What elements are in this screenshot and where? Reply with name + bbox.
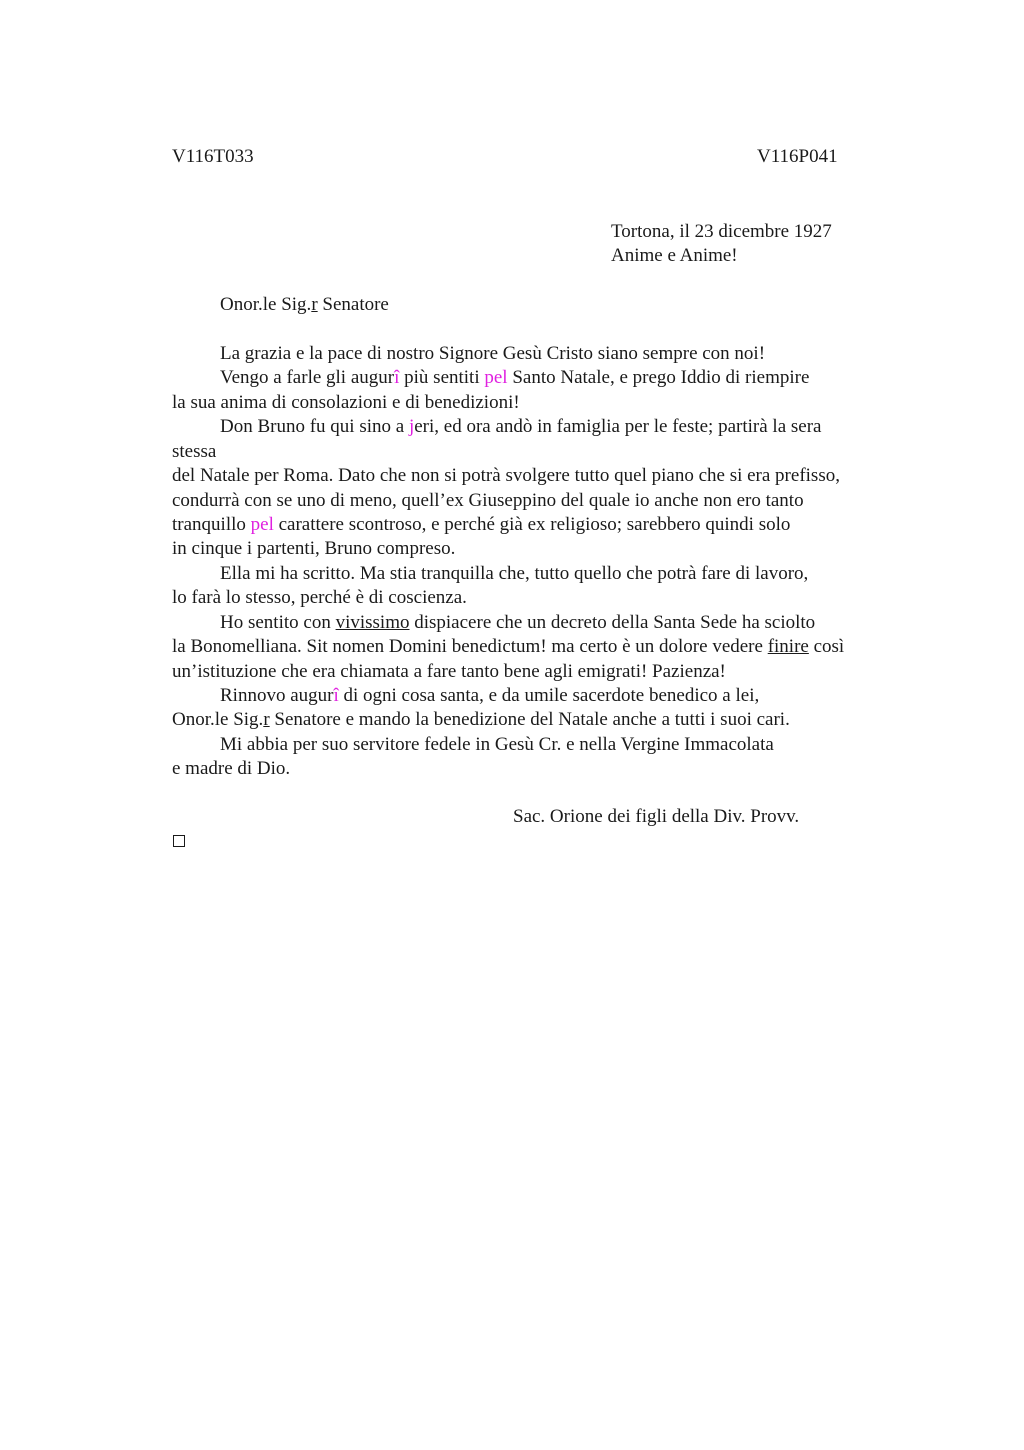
body-line: stessa bbox=[172, 441, 217, 462]
body-line: La grazia e la pace di nostro Signore Gesù Cristo siano sempre con noi! bbox=[220, 343, 766, 364]
body-line: Rinnovo augurî di ogni cosa santa, e da umile sacerdote benedico a lei, bbox=[220, 685, 760, 706]
body-line: Vengo a farle gli augurî più sentiti pel Santo Natale, e prego Iddio di riempire bbox=[220, 367, 810, 388]
body-line: Ho sentito con vivissimo dispiacere che un decreto della Santa Sede ha sciolto bbox=[220, 612, 816, 633]
body-line: Don Bruno fu qui sino a jeri, ed ora andò in famiglia per le feste; partirà la sera bbox=[220, 416, 822, 437]
body-line: un’istituzione che era chiamata a fare tanto bene agli emigrati! Pazienza! bbox=[172, 661, 726, 682]
body-line: e madre di Dio. bbox=[172, 758, 291, 779]
document-code-left: V116T033 bbox=[172, 146, 254, 167]
body-line: Mi abbia per suo servitore fedele in Gesù Cr. e nella Vergine Immacolata bbox=[220, 734, 774, 755]
place-date: Tortona, il 23 dicembre 1927 bbox=[611, 221, 832, 242]
body-line: in cinque i partenti, Bruno compreso. bbox=[172, 538, 456, 559]
document-code-right: V116P041 bbox=[757, 146, 838, 167]
body-line: Onor.le Sig.r Senatore e mando la benedizione del Natale anche a tutti i suoi cari. bbox=[172, 709, 790, 730]
body-line: tranquillo pel carattere scontroso, e perché già ex religioso; sarebbero quindi solo bbox=[172, 514, 791, 535]
signature: Sac. Orione dei figli della Div. Provv. bbox=[513, 806, 800, 827]
salutation: Onor.le Sig.r Senatore bbox=[220, 294, 389, 315]
motto: Anime e Anime! bbox=[611, 245, 738, 266]
body-line: del Natale per Roma. Dato che non si potrà svolgere tutto quel piano che si era prefisso, bbox=[172, 465, 840, 486]
body-line: la Bonomelliana. Sit nomen Domini benedictum! ma certo è un dolore vedere finire così bbox=[172, 636, 845, 657]
body-line: Ella mi ha scritto. Ma stia tranquilla che, tutto quello che potrà fare di lavoro, bbox=[220, 563, 809, 584]
body-line: lo farà lo stesso, perché è di coscienza. bbox=[172, 587, 467, 608]
end-marker-box-icon bbox=[173, 835, 185, 847]
body-line: la sua anima di consolazioni e di benedizioni! bbox=[172, 392, 520, 413]
body-line: condurrà con se uno di meno, quell’ex Giuseppino del quale io anche non ero tanto bbox=[172, 490, 804, 511]
